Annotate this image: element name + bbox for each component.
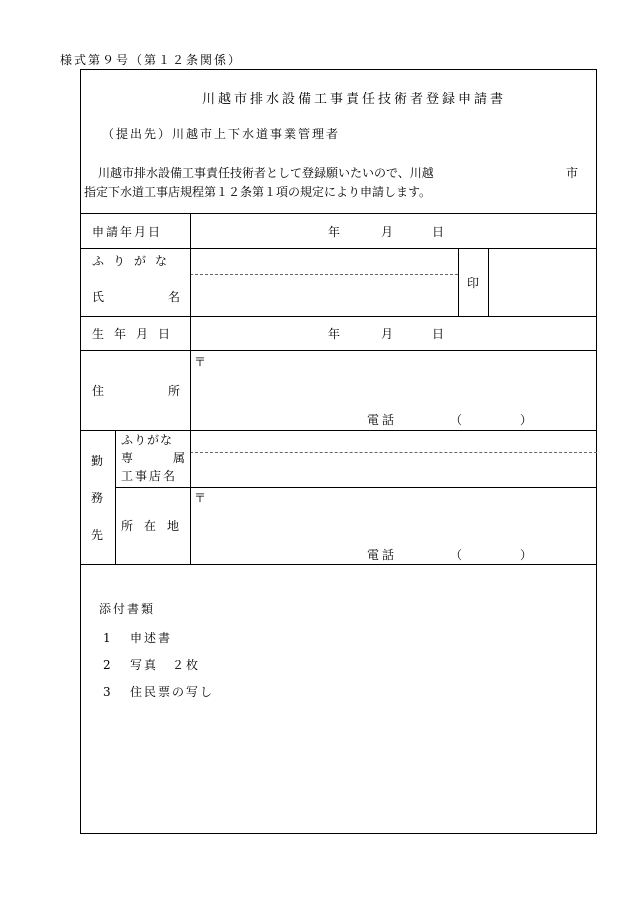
application-month: 月	[381, 225, 394, 239]
attachment-item: 申述書	[130, 631, 173, 645]
workplace-postal-mark: 〒	[194, 491, 207, 505]
name-furigana-label: ふりがな	[92, 254, 177, 268]
shop-furigana-label: ふりがな	[121, 433, 174, 447]
attachment-num: 1	[103, 631, 111, 645]
name-label-1: 氏	[92, 290, 105, 304]
furigana-dash-shop	[190, 452, 597, 453]
workplace-paren-open: （	[450, 548, 463, 562]
workplace-label-line	[115, 430, 116, 564]
birth-month: 月	[381, 327, 394, 341]
workplace-phone-label: 電話	[367, 548, 398, 562]
form-number: 様式第９号（第１２条関係）	[60, 53, 243, 67]
seal-left-line	[458, 248, 459, 316]
shop-label-1: 専 属	[121, 451, 200, 465]
divider-birth	[80, 350, 597, 351]
address-postal-mark: 〒	[194, 355, 207, 369]
furigana-dash-name	[190, 274, 458, 275]
birth-year: 年	[328, 327, 341, 341]
divider-shop	[115, 487, 597, 488]
address-paren-open: （	[450, 413, 463, 427]
address-paren-close: ）	[520, 413, 533, 427]
attachments-heading: 添付書類	[99, 602, 156, 616]
form-title: 川越市排水設備工事責任技術者登録申請書	[202, 92, 507, 107]
label-column-line	[190, 213, 191, 564]
attachment-item: 写真 ２枚	[130, 658, 201, 672]
shop-label-2: 工事店名	[121, 469, 178, 483]
recipient: （提出先）川越市上下水道事業管理者	[102, 127, 341, 141]
attachment-num: 2	[103, 658, 111, 672]
workplace-paren-close: ）	[520, 548, 533, 562]
application-date-label: 申請年月日	[92, 225, 163, 239]
application-year: 年	[328, 225, 341, 239]
seal-mark: 印	[467, 276, 480, 290]
name-label-2: 名	[168, 290, 181, 304]
birth-date-label: 生年月日	[92, 327, 181, 341]
workplace-label-1: 勤	[91, 454, 104, 468]
request-text-line1-end: 市	[566, 166, 579, 180]
request-text-line2: 指定下水道工事店規程第１２条第１項の規定により申請します。	[84, 185, 432, 199]
address-label-2: 所	[168, 384, 181, 398]
divider-header	[80, 213, 597, 214]
divider-workplace	[80, 564, 597, 565]
location-label: 所在地	[121, 519, 191, 533]
divider-name	[80, 316, 597, 317]
request-text-line1: 川越市排水設備工事責任技術者として登録願いたいので、川越	[98, 166, 434, 180]
workplace-label-2: 務	[91, 491, 104, 505]
workplace-label-3: 先	[91, 528, 104, 542]
divider-date	[80, 248, 597, 249]
birth-day: 日	[432, 327, 445, 341]
seal-right-line	[488, 248, 489, 316]
attachment-item: 住民票の写し	[130, 685, 215, 699]
divider-address	[80, 430, 597, 431]
application-day: 日	[432, 225, 445, 239]
address-phone-label: 電話	[367, 413, 398, 427]
attachment-num: 3	[103, 685, 111, 699]
address-label-1: 住	[92, 384, 105, 398]
